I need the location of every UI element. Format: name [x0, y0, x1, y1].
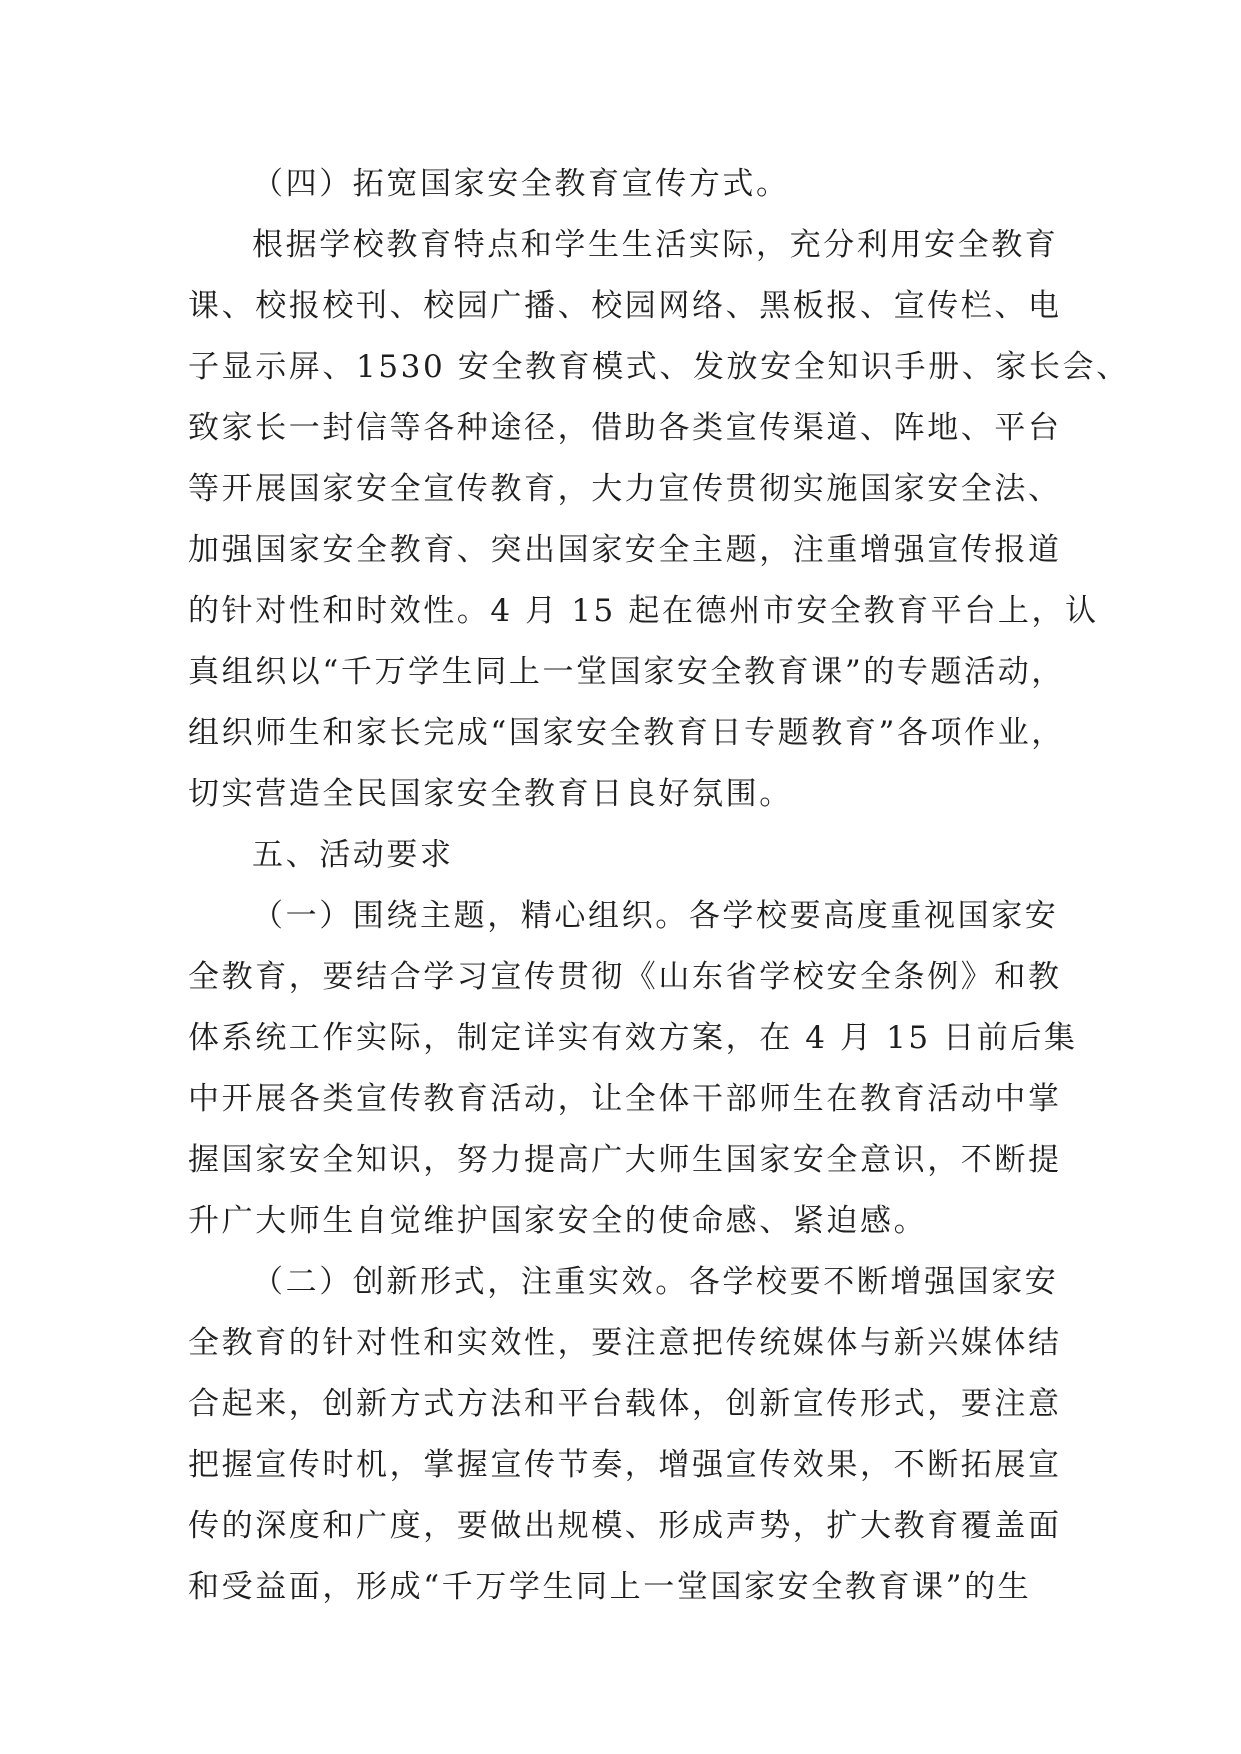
paragraph-line: 全教育，要结合学习宣传贯彻《山东省学校安全条例》和教	[188, 959, 1062, 995]
paragraph-line: 切实营造全民国家安全教育日良好氛围。	[188, 776, 793, 812]
paragraph-first-line: 五、活动要求	[252, 837, 454, 873]
paragraph-line: 组织师生和家长完成“国家安全教育日专题教育”各项作业，	[188, 715, 1065, 751]
paragraph-line: 子显示屏、1530 安全教育模式、发放安全知识手册、家长会、	[188, 349, 1130, 385]
paragraph-line: 加强国家安全教育、突出国家安全主题，注重增强宣传报道	[188, 532, 1062, 568]
paragraph-line: 的针对性和时效性。4 月 15 起在德州市安全教育平台上，认	[188, 593, 1099, 629]
paragraph-line: 升广大师生自觉维护国家安全的使命感、紧迫感。	[188, 1203, 928, 1239]
paragraph-line: 致家长一封信等各种途径，借助各类宣传渠道、阵地、平台	[188, 410, 1062, 446]
paragraph-line: 和受益面，形成“千万学生同上一堂国家安全教育课”的生	[188, 1569, 1032, 1605]
paragraph-line: 传的深度和广度，要做出规模、形成声势，扩大教育覆盖面	[188, 1508, 1062, 1544]
paragraph-first-line: （四）拓宽国家安全教育宣传方式。	[252, 166, 790, 202]
paragraph-line: 合起来，创新方式方法和平台载体，创新宣传形式，要注意	[188, 1386, 1062, 1422]
paragraph-first-line: 根据学校教育特点和学生生活实际，充分利用安全教育	[252, 227, 1059, 263]
paragraph-line: 中开展各类宣传教育活动，让全体干部师生在教育活动中掌	[188, 1081, 1062, 1117]
paragraph-line: 体系统工作实际，制定详实有效方案，在 4 月 15 日前后集	[188, 1020, 1078, 1056]
paragraph-first-line: （二）创新形式，注重实效。各学校要不断增强国家安	[252, 1264, 1059, 1300]
document-body	[188, 154, 1130, 1618]
paragraph-line: 全教育的针对性和实效性，要注意把传统媒体与新兴媒体结	[188, 1325, 1062, 1361]
paragraph-line: 握国家安全知识，努力提高广大师生国家安全意识，不断提	[188, 1142, 1062, 1178]
paragraph-line: 真组织以“千万学生同上一堂国家安全教育课”的专题活动，	[188, 654, 1065, 690]
paragraph-line: 课、校报校刊、校园广播、校园网络、黑板报、宣传栏、电	[188, 288, 1062, 324]
paragraph-line: 把握宣传时机，掌握宣传节奏，增强宣传效果，不断拓展宣	[188, 1447, 1062, 1483]
paragraph-line: 等开展国家安全宣传教育，大力宣传贯彻实施国家安全法、	[188, 471, 1062, 507]
paragraph-first-line: （一）围绕主题，精心组织。各学校要高度重视国家安	[252, 898, 1059, 934]
